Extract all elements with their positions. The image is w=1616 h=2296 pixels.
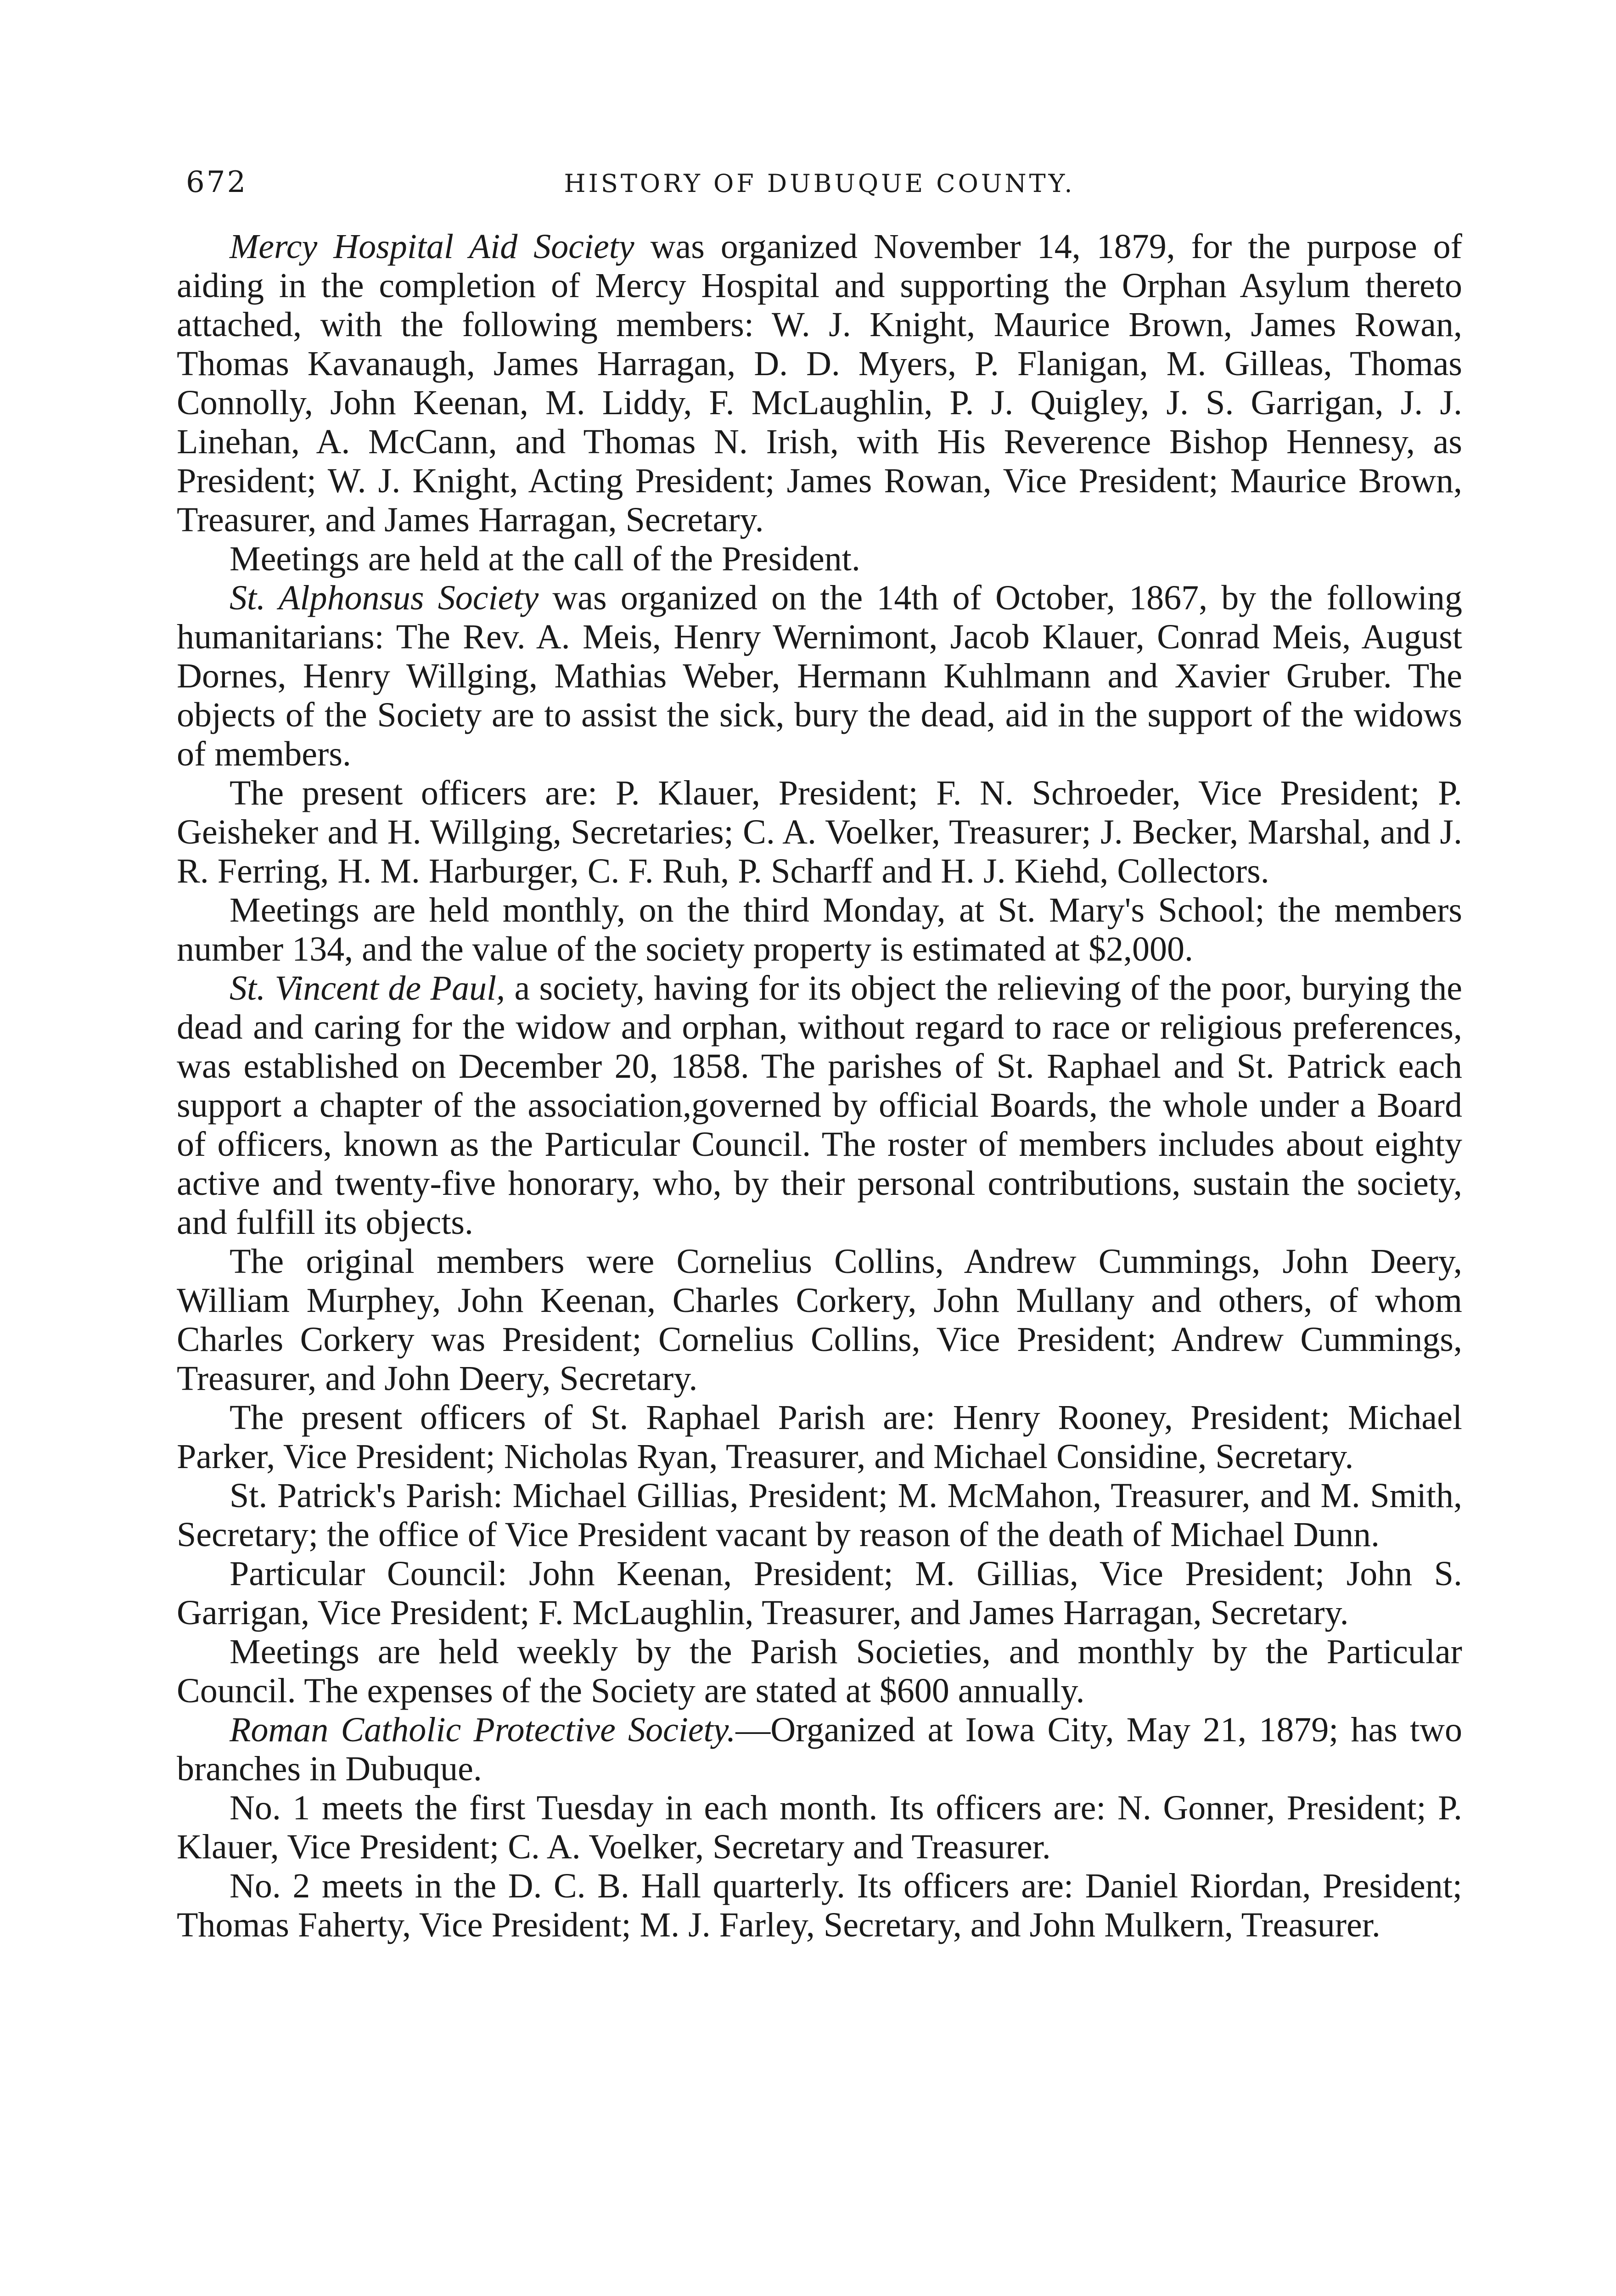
page-number: 672 xyxy=(186,165,248,199)
paragraph-text: Particular Council: John Keenan, President; M. Gillias, Vice President; John S. Garrigan, Vice President; F. McLaughlin, Treasurer, and James Harragan, Secretary. xyxy=(177,1554,1462,1632)
paragraph-text: Meetings are held monthly, on the third Monday, at St. Mary's School; the members number 134, and the value of the society property is estimated at $2,000. xyxy=(177,891,1462,968)
paragraph-text: The present officers are: P. Klauer, President; F. N. Schroeder, Vice President; P. Geisheker and H. Willging, Secretaries; C. A. Voelker, Treasurer; J. Becker, Marshal, and J. R. Ferring, H. M. Harburger, C. F. Ruh, P. Scharff and H. J. Kiehd, Collectors. xyxy=(177,774,1462,890)
paragraph-branch-no-1 xyxy=(177,1789,1462,1867)
paragraph-st-raphael-officers xyxy=(177,1398,1462,1476)
paragraph-text: a society, having for its object the relieving of the poor, burying the dead and caring for the widow and orphan, without regard to race or religious preferences, was established on December 20, 1858. The parishes of St. Raphael and St. Patrick each support a chapter of the association,governed by official Boards, the whole under a Board of officers, known as the Particular Council. The roster of members includes about eighty active and twenty-five honorary, who, by their personal contributions, sustain the society, and fulfill its objects. xyxy=(177,969,1462,1242)
paragraph-meetings-call xyxy=(177,540,1462,579)
paragraph-text: Meetings are held at the call of the President. xyxy=(230,540,860,578)
paragraph-text: was organized on the 14th of October, 1867, by the following humanitarians: The Rev. A. Meis, Henry Wernimont, Jacob Klauer, Conrad Meis, August Dornes, Henry Willging, Mathias Weber, Hermann Kuhlmann and Xavier Gruber. The objects of the Society are to assist the sick, bury the dead, aid in the support of the widows of members. xyxy=(177,579,1462,773)
paragraph-alphonsus-meetings xyxy=(177,891,1462,969)
paragraph-text: St. Patrick's Parish: Michael Gillias, President; M. McMahon, Treasurer, and M. Smith, Secretary; the office of Vice President vacant by reason of the death of Michael Dunn. xyxy=(177,1476,1462,1554)
paragraph-mercy-hospital-aid-society xyxy=(177,227,1462,540)
paragraph-branch-no-2 xyxy=(177,1867,1462,1945)
paragraph-text: The original members were Cornelius Collins, Andrew Cummings, John Deery, William Murphey, John Keenan, Charles Corkery, John Mullany and others, of whom Charles Corkery was President; Cornelius Collins, Vice President; Andrew Cummings, Treasurer, and John Deery, Secretary. xyxy=(177,1242,1462,1398)
paragraph-lead: Roman Catholic Protective Society. xyxy=(230,1711,736,1749)
paragraph-st-alphonsus-society xyxy=(177,579,1462,774)
paragraph-st-vincent-de-paul xyxy=(177,969,1462,1242)
paragraph-lead: St. Alphonsus Society xyxy=(230,579,539,617)
paragraph-alphonsus-officers xyxy=(177,774,1462,891)
paragraph-lead: Mercy Hospital Aid Society xyxy=(230,227,634,266)
paragraph-text: The present officers of St. Raphael Parish are: Henry Rooney, President; Michael Parker, Vice President; Nicholas Ryan, Treasurer, and Michael Considine, Secretary. xyxy=(177,1398,1462,1476)
paragraph-text: was organized November 14, 1879, for the purpose of aiding in the completion of Mercy Hospital and supporting the Orphan Asylum thereto attached, with the following members: W. J. Knight, Maurice Brown, James Rowan, Thomas Kavanaugh, James Harragan, D. D. Myers, P. Flanigan, M. Gilleas, Thomas Connolly, John Keenan, M. Liddy, F. McLaughlin, P. J. Quigley, J. S. Garrigan, J. J. Linehan, A. McCann, and Thomas N. Irish, with His Reverence Bishop Hennesy, as President; W. J. Knight, Acting President; James Rowan, Vice President; Maurice Brown, Treasurer, and James Harragan, Secretary. xyxy=(177,227,1462,539)
running-title: HISTORY OF DUBUQUE COUNTY. xyxy=(564,169,1075,198)
page-header xyxy=(177,165,1462,220)
body-text xyxy=(177,227,1462,1945)
paragraph-original-members xyxy=(177,1242,1462,1398)
paragraph-st-patrick-parish xyxy=(177,1476,1462,1554)
paragraph-vincent-meetings xyxy=(177,1632,1462,1711)
paragraph-text: No. 1 meets the first Tuesday in each month. Its officers are: N. Gonner, President; P. Klauer, Vice President; C. A. Voelker, Secretary and Treasurer. xyxy=(177,1789,1462,1866)
paragraph-text: Meetings are held weekly by the Parish Societies, and monthly by the Particular Council. The expenses of the Society are stated at $600 annually. xyxy=(177,1632,1462,1710)
paragraph-text: —Organized at Iowa City, May 21, 1879; has two branches in Dubuque. xyxy=(177,1711,1462,1788)
paragraph-particular-council xyxy=(177,1554,1462,1632)
paragraph-lead: St. Vincent de Paul, xyxy=(230,969,505,1007)
paragraph-roman-catholic-protective-society xyxy=(177,1711,1462,1789)
document-page xyxy=(177,165,1462,1945)
paragraph-text: No. 2 meets in the D. C. B. Hall quarterly. Its officers are: Daniel Riordan, President; Thomas Faherty, Vice President; M. J. Farley, Secretary, and John Mulkern, Treasurer. xyxy=(177,1867,1462,1944)
